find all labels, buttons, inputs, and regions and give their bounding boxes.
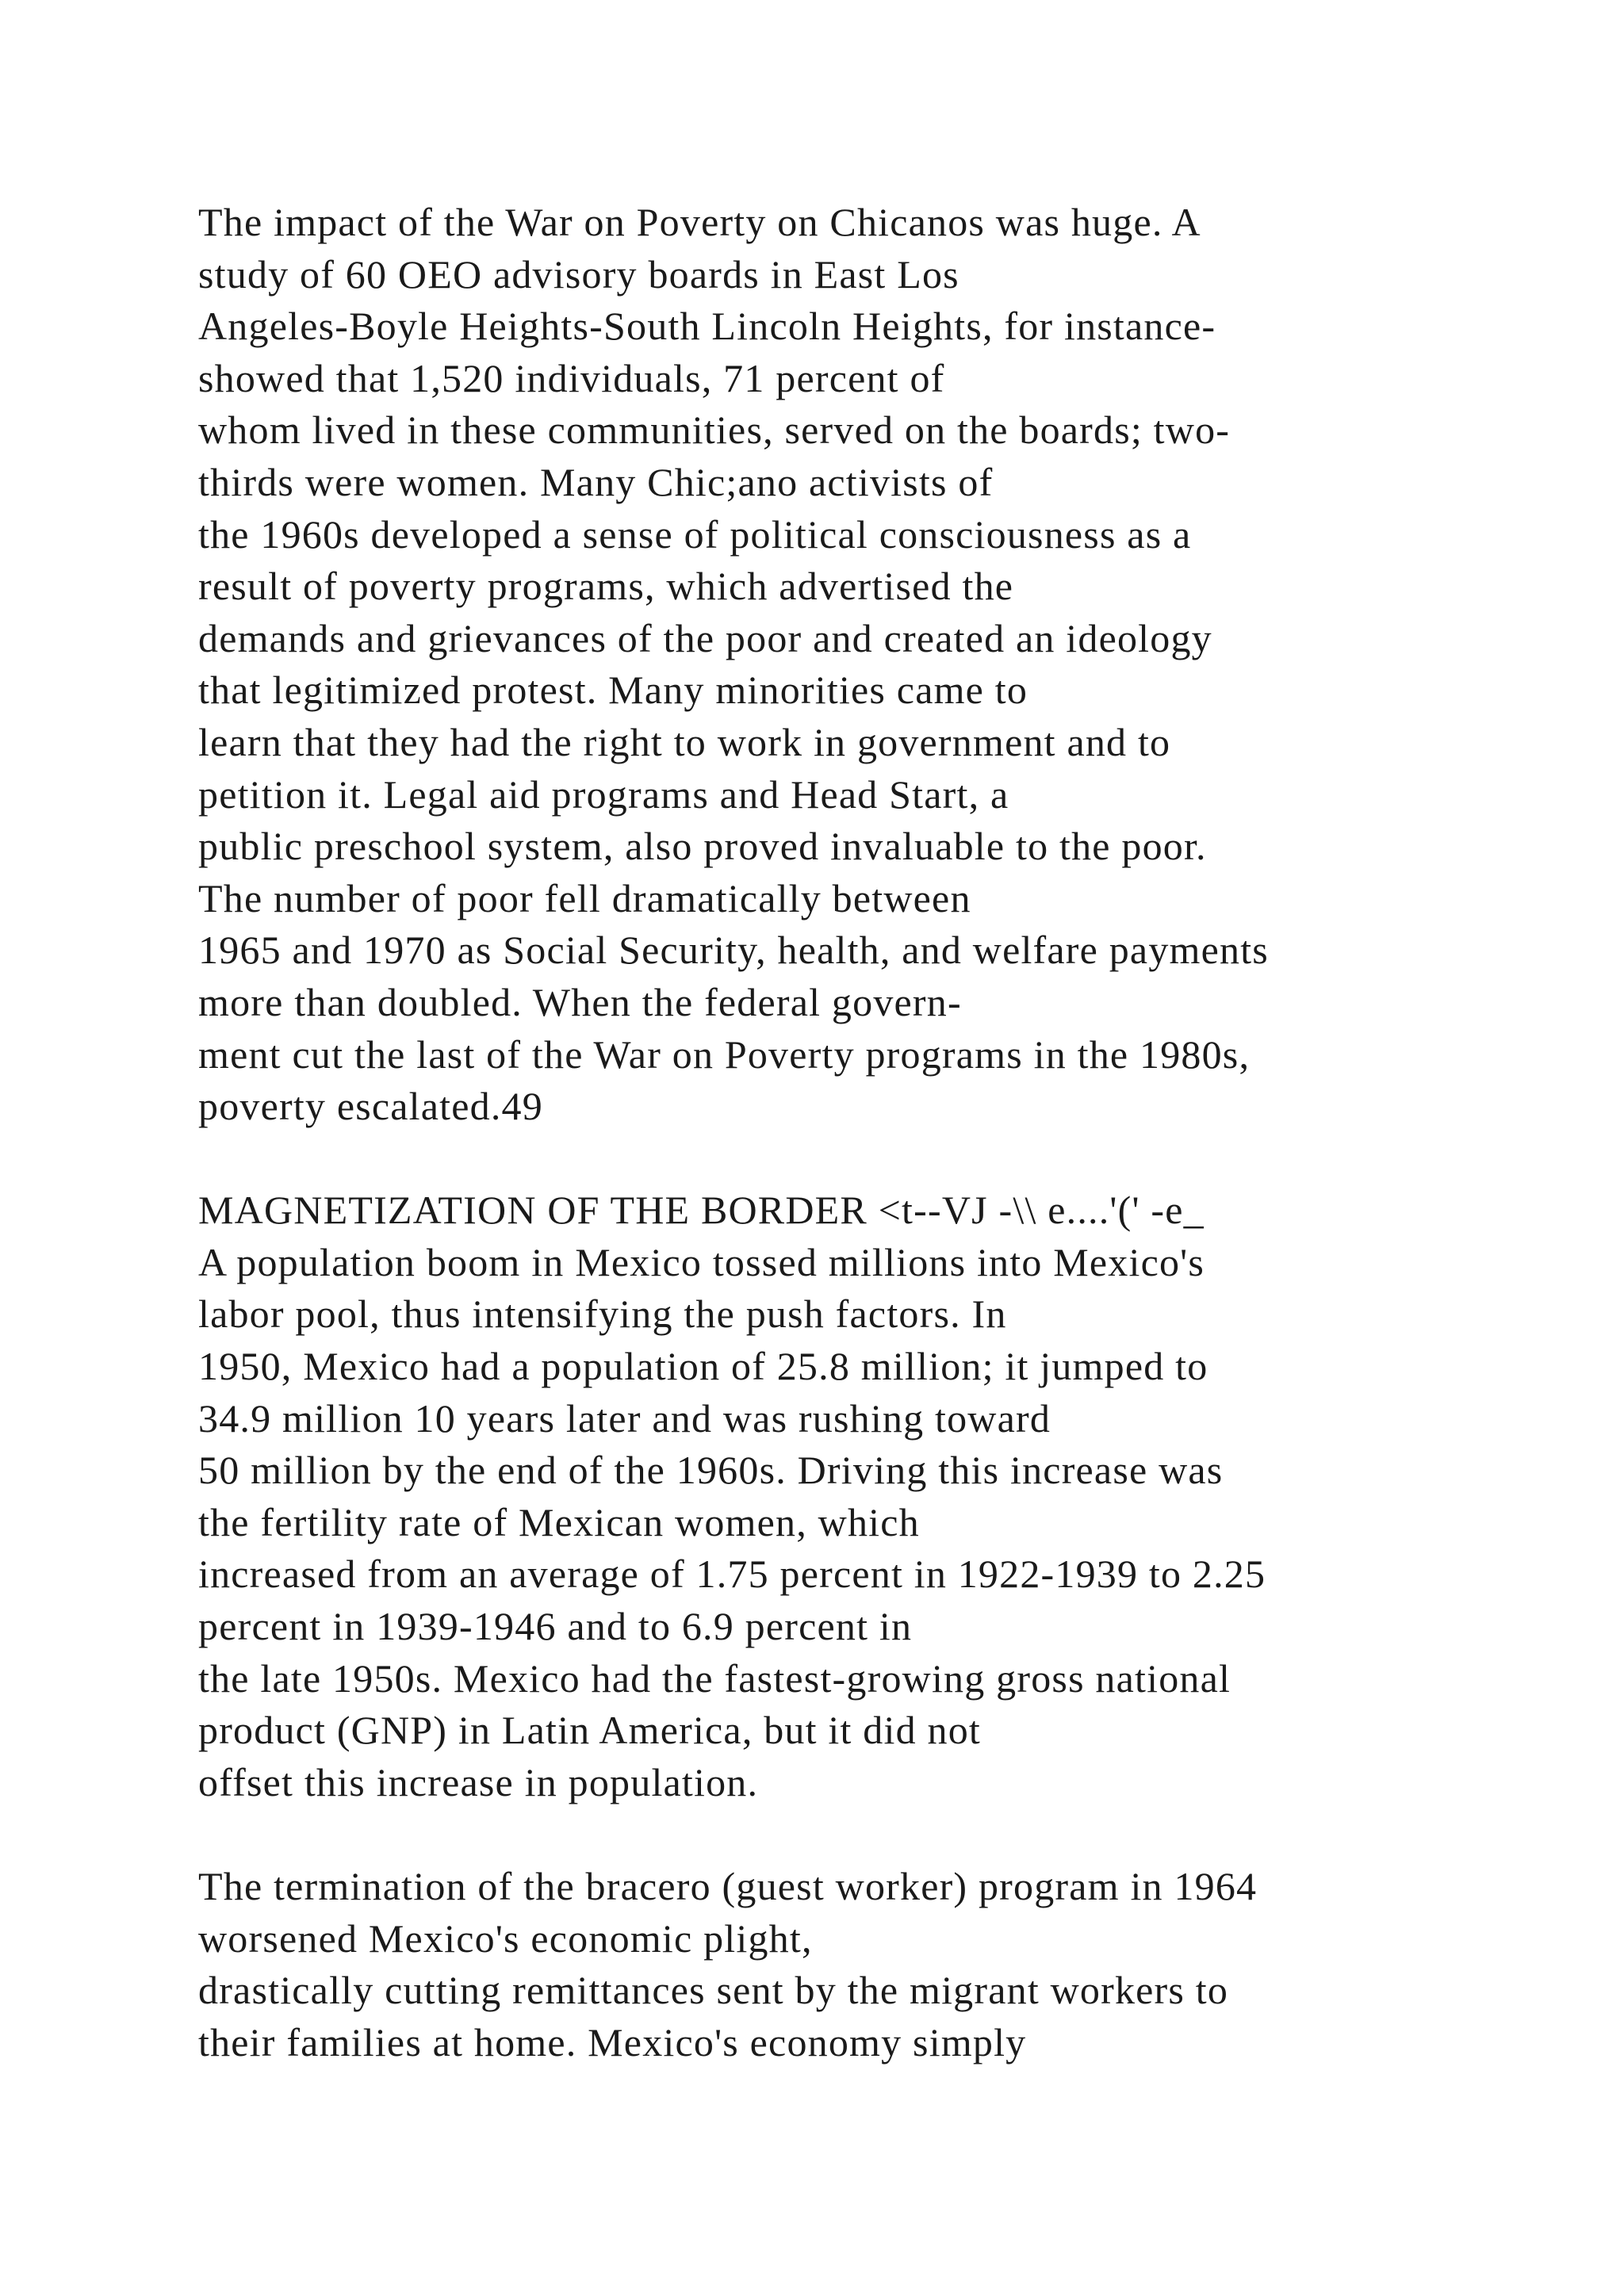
text-line: the 1960s developed a sense of political consciousness as a [198,511,1192,557]
text-line: The number of poor fell dramatically between [198,875,971,920]
text-line: demands and grievances of the poor and created an ideology [198,615,1212,660]
paragraph-spacer [198,1133,1435,1185]
text-line: 1950, Mexico had a population of 25.8 million; it jumped to [198,1344,1208,1389]
text-line: ment cut the last of the War on Poverty programs in the 1980s, [198,1031,1251,1077]
text-line: drastically cutting remittances sent by the migrant workers to [198,1968,1229,2013]
text-line: learn that they had the right to work in government and to [198,719,1171,764]
text-line: public preschool system, also proved invaluable to the poor. [198,824,1207,869]
text-line: product (GNP) in Latin America, but it did not [198,1708,981,1753]
text-line: their families at home. Mexico's economy simply [198,2019,1027,2064]
text-line: offset this increase in population. [198,1759,759,1804]
paragraph-magnetization-of-border [198,1184,1435,1808]
paragraph-bracero-termination [198,1861,1435,2068]
text-line: A population boom in Mexico tossed millions into Mexico's [198,1239,1205,1284]
text-line: more than doubled. When the federal govern- [198,979,962,1024]
text-line: petition it. Legal aid programs and Head Start, a [198,771,1009,817]
text-line: Angeles-Boyle Heights-South Lincoln Heights, for instance- [198,304,1216,349]
paragraph-spacer [198,1808,1435,1861]
document-body [198,197,1435,2068]
text-line: increased from an average of 1.75 percent in 1922-1939 to 2.25 [198,1552,1266,1597]
text-line: poverty escalated.49 [198,1084,543,1129]
section-heading-line: MAGNETIZATION OF THE BORDER <t--VJ -\\ e....'(' -e_ [198,1188,1205,1233]
text-line: the fertility rate of Mexican women, which [198,1499,920,1544]
paragraph-war-on-poverty [198,197,1435,1133]
text-line: labor pool, thus intensifying the push factors. In [198,1292,1007,1337]
text-line: whom lived in these communities, served on the boards; two- [198,408,1231,453]
text-line: 50 million by the end of the 1960s. Driving this increase was [198,1448,1224,1493]
text-line: thirds were women. Many Chic;ano activists of [198,459,994,504]
text-line: showed that 1,520 individuals, 71 percent of [198,355,945,400]
text-line: The termination of the bracero (guest worker) program in 1964 [198,1864,1258,1908]
text-line: The impact of the War on Poverty on Chicanos was huge. A [198,200,1201,244]
text-line: 34.9 million 10 years later and was rushing toward [198,1395,1051,1441]
text-line: that legitimized protest. Many minorities came to [198,668,1028,713]
text-line: study of 60 OEO advisory boards in East Los [198,251,959,297]
text-line: result of poverty programs, which advertised the [198,564,1014,609]
text-line: 1965 and 1970 as Social Security, health, and welfare payments [198,928,1269,973]
text-line: the late 1950s. Mexico had the fastest-growing gross national [198,1655,1231,1701]
text-line: percent in 1939-1946 and to 6.9 percent in [198,1604,913,1649]
text-line: worsened Mexico's economic plight, [198,1915,813,1961]
